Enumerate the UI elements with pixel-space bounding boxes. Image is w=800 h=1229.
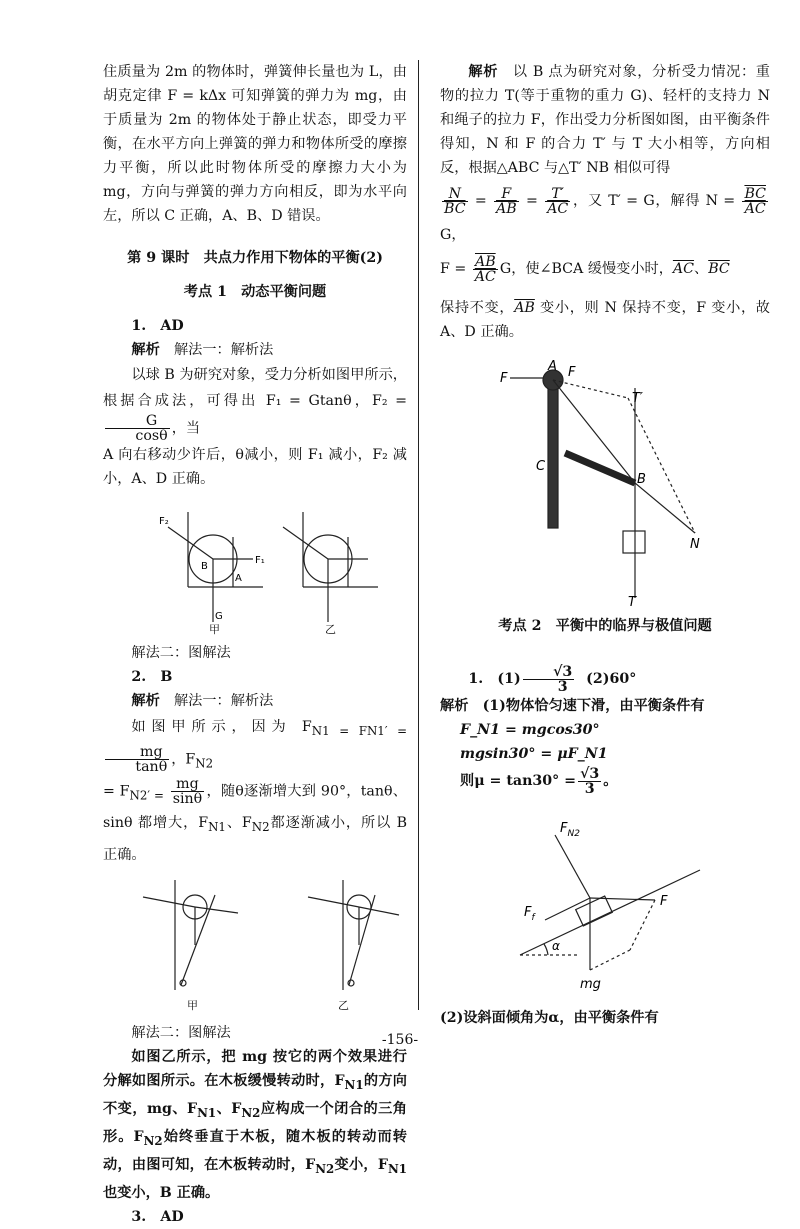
fig1-f2-label: F₂ [159, 516, 169, 527]
page-number: -156- [381, 1032, 419, 1048]
eq-frac1 [442, 187, 468, 216]
q3-answer: 3. AD [131, 1208, 184, 1225]
eq2-bc: $\overline{BC}$ [708, 261, 730, 277]
q2-eq-line1 [103, 713, 407, 777]
eq-tail: G， [440, 227, 466, 243]
eq2-n: $\overline{AB}$ [473, 255, 498, 270]
q2m2-8: N2 [143, 1133, 163, 1148]
r-eq-c-tail: 。 [603, 773, 618, 789]
right-jiexi-label: 解析 [468, 64, 499, 80]
q2m2-5: 、F [216, 1101, 242, 1118]
q2-jiexi-label: 解析 [131, 693, 160, 709]
right-column [440, 60, 770, 1030]
r-eq-c-frac [578, 767, 601, 796]
r-eq-b: mgsin30° = μF_N1 [460, 746, 608, 762]
q2-t6: = F [103, 783, 130, 800]
crane-label-c: C [536, 459, 546, 474]
q2-method2: 解法二：图解法 [131, 1025, 231, 1042]
q1-frac-den: cosθ [135, 428, 168, 444]
eq-d2: AB [496, 200, 517, 217]
eq-frac4 [742, 187, 768, 216]
q2-frac2-den: sinθ [172, 791, 203, 808]
q1-method2: 解法二：图解法 [131, 645, 231, 661]
eq-n4: $\overline{BC}$ [744, 185, 766, 202]
q1-text-c: A 向右移动少许后，θ减小，则 F₁ 减小，F₂ 减小，A、D 正确。 [103, 447, 407, 487]
similar-eq-line: $\frac{N}{BC}$ = $\frac{F}{AB}$ = $\frac{T'}{AC}$ ，又 T′ = G，解得 N = $\frac{\overline{BC}}{AC}$ G， [440, 185, 766, 243]
crane-label-f-right: F [568, 365, 576, 380]
incline-ff-main: F [524, 905, 532, 920]
incline-fn2 [555, 835, 590, 898]
conclusion [440, 296, 770, 344]
concl-ab: $\overline{AB}$ [514, 300, 535, 316]
fig2-yi [308, 880, 399, 990]
q2-answer: 2. B [131, 669, 173, 685]
q2-method1: 解法一：解析法 [173, 693, 274, 709]
incline-ff-sub: f [531, 913, 535, 923]
column-divider [418, 60, 419, 1010]
eq-d4: AC [744, 200, 766, 217]
r-q1-text: (1)物体恰匀速下滑，由平衡条件有 [482, 698, 705, 714]
q1-method1: 解法一：解析法 [173, 342, 274, 358]
eq2-head: F = [440, 261, 467, 277]
incline-label-alpha: α [552, 939, 560, 953]
fig1-jia [168, 512, 263, 622]
crane-label-f-left: F [500, 371, 508, 386]
fig1-f1-label: F₁ [255, 555, 265, 566]
f-eq-line [440, 252, 770, 286]
r-eq-c-head: 则μ = tan30° = [460, 773, 577, 789]
r-q1-frac [523, 665, 575, 694]
crane-label-tprime: T′ [632, 391, 643, 406]
crane-weight [623, 531, 645, 553]
q2-frac1-num: mg [105, 745, 169, 760]
q1-analysis [103, 362, 407, 443]
q2-figure [103, 875, 403, 1005]
fig1-yi-caption: 乙 [325, 623, 336, 636]
incline-figure [440, 810, 770, 1000]
fig1-jia-f2 [168, 527, 213, 559]
crane-label-t: T [628, 595, 636, 608]
q2-t7: N2′ = [129, 788, 164, 803]
eq-d3: AC [547, 200, 569, 217]
r-eq-c-den: 3 [584, 780, 595, 797]
r-q1-analysis [440, 694, 770, 718]
q2-t9: N1 [208, 820, 226, 835]
crane-label-a: A [548, 359, 557, 374]
incline-dash1 [590, 950, 630, 970]
q2m2-12: N1 [387, 1161, 407, 1176]
r-eq-a: F_N1 = mgcos30° [460, 722, 600, 738]
q2-t2: N1 = F [311, 723, 367, 738]
paragraph-spring: 住质量为 2m 的物体时，弹簧伸长量也为 L，由胡克定律 F = kΔx 可知弹簧的弹力为 mg，由于质量为 2m 的物体处于静止状态，即受力平衡，在水平方向上弹簧的弹力和物体所受的摩擦力平衡，所以此时物体所受的摩擦力大小为 mg，方向与弹簧的弹力方向相反，即为水平向左，所以 C 正确，A、B、D 错误。 [103, 64, 407, 224]
q2m2-13: 也变小，B 正确。 [103, 1184, 220, 1201]
q1-figure [103, 497, 403, 627]
fig2-jia [143, 880, 238, 990]
q2-frac2 [171, 777, 205, 806]
concl-b: 变小，则 N 保持不变，F 变小，故 A、D 正确。 [440, 300, 770, 340]
q2-t12: 都逐渐减小，所以 B 正确。 [103, 815, 407, 864]
eq-n3: T′ [545, 187, 570, 202]
r-q1-jiexi: 解析 [440, 698, 469, 714]
q2-method1-line [103, 689, 407, 713]
q2m2-6: N2 [241, 1105, 261, 1120]
incline-dash2 [630, 900, 655, 950]
q2-eq-line2 [103, 777, 407, 869]
eq-n1: N [442, 187, 468, 202]
q2-t8: ，随θ逐渐增大到 90°，tanθ、sinθ 都增大，F [103, 783, 407, 832]
eq2-ac: $\overline{AC}$ [672, 261, 695, 277]
r-q1-frac-den: 3 [557, 678, 568, 695]
fig1-yi [283, 512, 378, 622]
right-analysis [440, 60, 770, 180]
q2-t5: N2 [195, 756, 214, 771]
fig1-b-label: B [201, 561, 208, 572]
kaodian-2-title: 考点 2 平衡中的临界与极值问题 [498, 618, 712, 634]
kaodian-1-title: 考点 1 动态平衡问题 [183, 284, 327, 300]
incline-label-mg: mg [580, 977, 601, 992]
crane-dash1 [628, 398, 695, 533]
q2-t10: 、F [225, 815, 252, 832]
eq2-sep: 、 [694, 261, 709, 277]
crane-f-right [553, 380, 628, 398]
crane-figure [440, 358, 770, 608]
incline-angle-arc [544, 944, 548, 955]
r-q1-b: (2)60° [586, 671, 637, 687]
incline-label-fn2 [560, 821, 580, 839]
r-q1-a: 1. (1) [468, 671, 521, 687]
q1-frac [105, 414, 170, 443]
q2m2-7: 应构成一个闭合的三角形。F [103, 1101, 407, 1145]
q1-text-a: 以球 B 为研究对象，受力分析如图甲所示，根据合成法，可得出 F₁ = Gtanθ，F₂ = [103, 367, 407, 409]
q2-t3: N1′ = [366, 723, 408, 738]
incline-block [576, 896, 613, 926]
q1-frac-num: G [105, 414, 170, 429]
fig1-jia-caption: 甲 [209, 623, 220, 636]
r-q1-frac-num: √3 [523, 665, 575, 680]
fig1-g-label: G [215, 611, 223, 622]
q1-text-b: ，当 [171, 420, 201, 437]
q2m2-10: N2 [315, 1161, 335, 1176]
incline-label-f: F [660, 894, 668, 909]
q1-method1-line [103, 338, 407, 362]
concl-a: 保持不变， [440, 300, 515, 316]
r-q1-answer [440, 664, 770, 694]
fig2-yi-caption: 乙 [338, 999, 349, 1013]
r-eq-c [440, 766, 770, 796]
eq-frac2 [494, 187, 519, 216]
q2-frac2-num: mg [171, 777, 205, 792]
eq-n2: F [494, 187, 519, 202]
crane-n [635, 483, 695, 533]
q2m2-4: N1 [197, 1105, 217, 1120]
crane-pole [548, 388, 558, 528]
q2m2-3: 的方向不变，mg、F [103, 1073, 407, 1118]
fig2-jia-fn1 [195, 907, 238, 913]
eq2-tail: G，使∠BCA 缓慢变小时， [499, 261, 673, 277]
incline-label-ff [524, 905, 536, 923]
incline-fn2-main: F [560, 821, 568, 836]
crane-rod [565, 453, 635, 483]
lesson-title: 第 9 课时 共点力作用下物体的平衡(2) [127, 250, 383, 266]
crane-label-n: N [690, 537, 700, 552]
q2m2-9: 始终垂直于木板，随木板的转动而转动，由图可知，在木板转动时，F [103, 1128, 407, 1173]
fig1-a-label: A [235, 573, 242, 584]
q2-method2-text [103, 1045, 407, 1204]
q2m2-1: 如图乙所示，把 mg 按它的两个效果进行分解如图所示。在木板缓慢转动时，F [103, 1049, 407, 1090]
eq2-d: AC [474, 268, 496, 285]
q2m2-2: N1 [344, 1078, 364, 1093]
eq-mid: ，又 T′ = G，解得 N = [572, 193, 736, 209]
crane-label-b: B [637, 472, 646, 487]
r-eq-c-num: √3 [580, 765, 600, 782]
right-p1: 以 B 点为研究对象，分析受力情况：重物的拉力 T(等于重物的重力 G)、轻杆的支持力 N 和绳子的拉力 F，作出受力分析图如图，由平衡条件得知，N 和 F 的合力 T′ 与 T 大小相等，方向相反，根据△ABC 与△T′ NB 相似可得 [440, 64, 770, 176]
eq-d1: BC [444, 200, 466, 217]
q2-frac1-den: tanθ [135, 758, 168, 775]
incline-ff [545, 898, 590, 920]
incline-fn2-sub: N2 [567, 829, 580, 839]
q2-t1: 如图甲所示，因为 F [131, 719, 312, 735]
q1-jiexi-label: 解析 [131, 342, 160, 358]
eq-frac3 [545, 187, 570, 216]
q2-frac1 [105, 745, 169, 774]
left-column [103, 60, 407, 1229]
q2-t11: N2 [251, 820, 270, 835]
incline-line [520, 870, 700, 955]
fig2-jia-caption: 甲 [187, 999, 198, 1013]
eq2-frac [473, 255, 498, 284]
q1-answer: 1. AD [131, 318, 184, 334]
q2-t4: ，F [171, 751, 196, 768]
q2m2-11: 变小，F [334, 1156, 388, 1173]
r-q1-part2: (2)设斜面倾角为α，由平衡条件有 [440, 1010, 659, 1026]
